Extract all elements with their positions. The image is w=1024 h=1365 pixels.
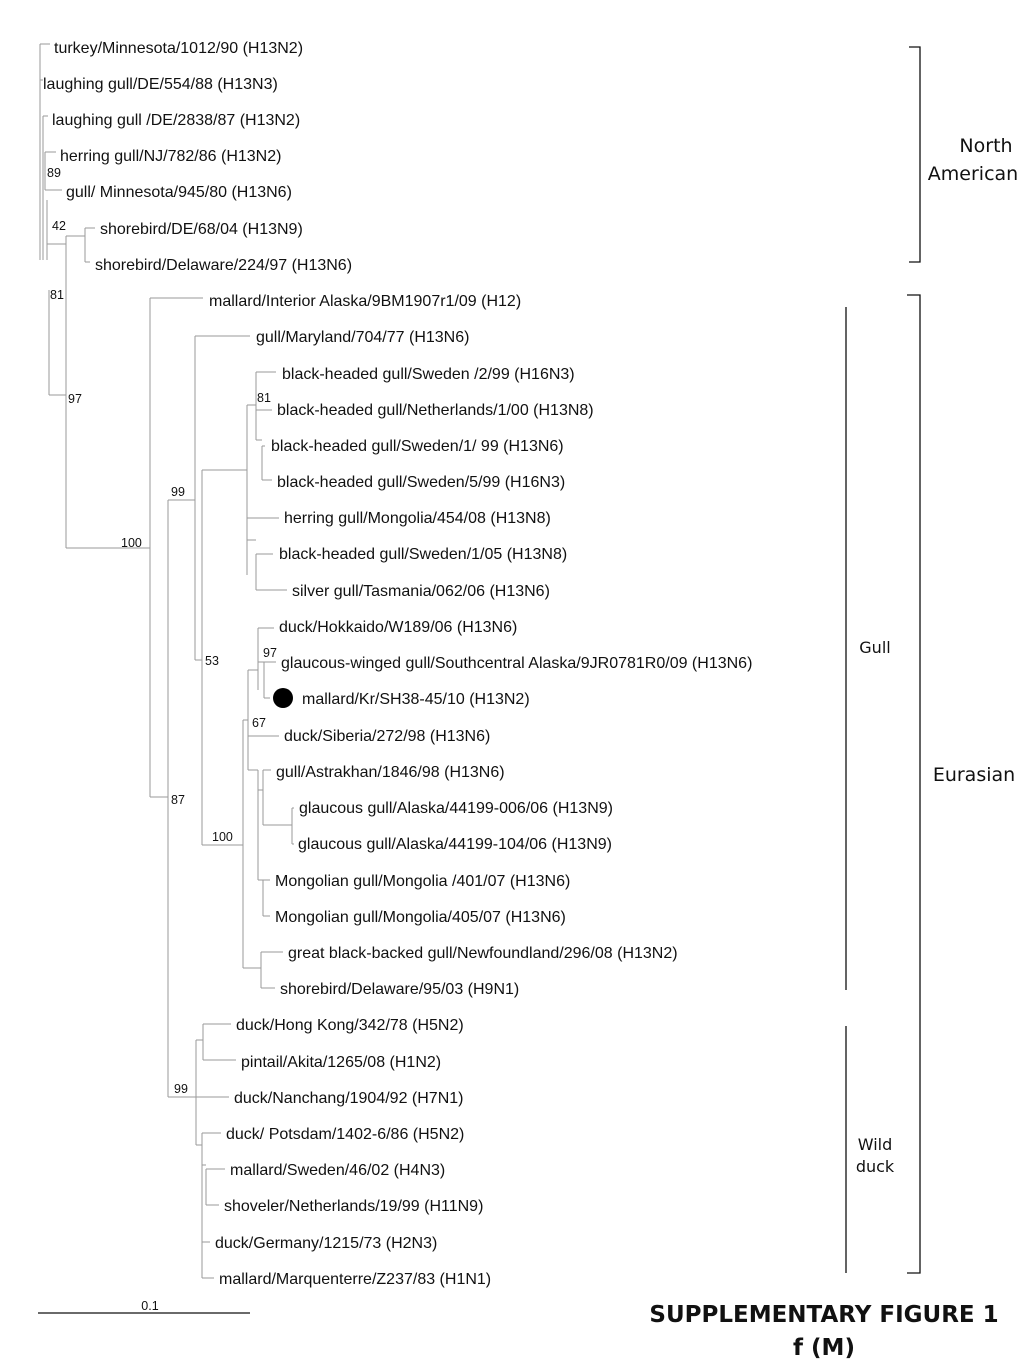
- highlight-dot-marker: [273, 688, 293, 708]
- figure-title: SUPPLEMENTARY FIGURE 1: [649, 1302, 999, 1328]
- scale-bar: [38, 1299, 250, 1313]
- taxon-label: black-headed gull/Sweden/5/99 (H16N3): [277, 474, 566, 491]
- taxon-label: herring gull/NJ/782/86 (H13N2): [60, 148, 282, 165]
- taxon-label: duck/Hokkaido/W189/06 (H13N6): [279, 619, 518, 636]
- taxon-label: mallard/Sweden/46/02 (H4N3): [230, 1162, 446, 1179]
- taxon-label: glaucous gull/Alaska/44199-104/06 (H13N9): [298, 836, 612, 853]
- north-american-label: American: [927, 163, 1019, 185]
- taxon-label: mallard/Marquenterre/Z237/83 (H1N1): [219, 1271, 492, 1288]
- group-brackets: [846, 47, 920, 1273]
- bootstrap-value: 81: [257, 391, 271, 405]
- taxon-label: duck/Nanchang/1904/92 (H7N1): [234, 1090, 464, 1107]
- taxon-label: turkey/Minnesota/1012/90 (H13N2): [54, 40, 304, 57]
- bootstrap-value: 99: [171, 485, 185, 499]
- bootstrap-value: 99: [174, 1082, 188, 1096]
- taxon-label: herring gull/Mongolia/454/08 (H13N8): [284, 510, 551, 527]
- bootstrap-value: 67: [252, 716, 266, 730]
- figure-subtitle: f (M): [793, 1335, 855, 1361]
- taxon-label: duck/Siberia/272/98 (H13N6): [284, 728, 491, 745]
- taxon-label: duck/Hong Kong/342/78 (H5N2): [236, 1017, 464, 1034]
- north-american-bracket: [909, 47, 920, 262]
- group-labels: [856, 135, 1018, 1176]
- taxon-label: laughing gull/DE/554/88 (H13N3): [43, 76, 278, 93]
- taxon-label: shoveler/Netherlands/19/99 (H11N9): [224, 1198, 484, 1215]
- north-american-label: North: [959, 135, 1013, 157]
- bootstrap-value: 100: [121, 536, 142, 550]
- taxon-label: black-headed gull/Sweden /2/99 (H16N3): [282, 366, 575, 383]
- taxon-label: mallard/Interior Alaska/9BM1907r1/09 (H12): [209, 293, 522, 310]
- taxon-label: pintail/Akita/1265/08 (H1N2): [241, 1054, 442, 1071]
- taxon-label: shorebird/DE/68/04 (H13N9): [100, 221, 303, 238]
- eurasian-bracket: [907, 295, 920, 1273]
- eurasian-label: Eurasian: [932, 764, 1016, 786]
- taxon-label: gull/Maryland/704/77 (H13N6): [256, 329, 470, 346]
- gull-label: Gull: [859, 638, 891, 657]
- taxon-label: black-headed gull/Sweden/1/ 99 (H13N6): [271, 438, 564, 455]
- taxon-label: glaucous-winged gull/Southcentral Alaska/9JR0781R0/09 (H13N6): [281, 655, 753, 672]
- taxon-labels: [43, 40, 752, 1288]
- taxon-label: shorebird/Delaware/95/03 (H9N1): [280, 981, 520, 998]
- taxon-label: duck/ Potsdam/1402-6/86 (H5N2): [226, 1126, 465, 1143]
- taxon-label: black-headed gull/Netherlands/1/00 (H13N8): [277, 402, 594, 419]
- taxon-label: mallard/Kr/SH38-45/10 (H13N2): [302, 691, 530, 708]
- bootstrap-value: 97: [263, 646, 277, 660]
- wild-duck-label: Wild: [857, 1135, 893, 1154]
- scale-bar-label: 0.1: [141, 1299, 159, 1313]
- taxon-label: laughing gull /DE/2838/87 (H13N2): [52, 112, 301, 129]
- bootstrap-value: 87: [171, 793, 185, 807]
- taxon-label: duck/Germany/1215/73 (H2N3): [215, 1235, 438, 1252]
- bootstrap-value: 100: [212, 830, 233, 844]
- taxon-label: Mongolian gull/Mongolia/405/07 (H13N6): [275, 909, 566, 926]
- bootstrap-value: 81: [50, 288, 64, 302]
- taxon-label: gull/Astrakhan/1846/98 (H13N6): [276, 764, 505, 781]
- taxon-label: gull/ Minnesota/945/80 (H13N6): [66, 184, 292, 201]
- taxon-label: shorebird/Delaware/224/97 (H13N6): [95, 257, 353, 274]
- taxon-label: Mongolian gull/Mongolia /401/07 (H13N6): [275, 873, 571, 890]
- taxon-label: glaucous gull/Alaska/44199-006/06 (H13N9): [299, 800, 613, 817]
- wild-duck-label: duck: [855, 1157, 895, 1176]
- taxon-label: silver gull/Tasmania/062/06 (H13N6): [292, 583, 550, 600]
- taxon-label: black-headed gull/Sweden/1/05 (H13N8): [279, 546, 568, 563]
- bootstrap-value: 97: [68, 392, 82, 406]
- bootstrap-value: 42: [52, 219, 66, 233]
- bootstrap-value: 53: [205, 654, 219, 668]
- bootstrap-value: 89: [47, 166, 61, 180]
- taxon-label: great black-backed gull/Newfoundland/296/08 (H13N2): [288, 945, 678, 962]
